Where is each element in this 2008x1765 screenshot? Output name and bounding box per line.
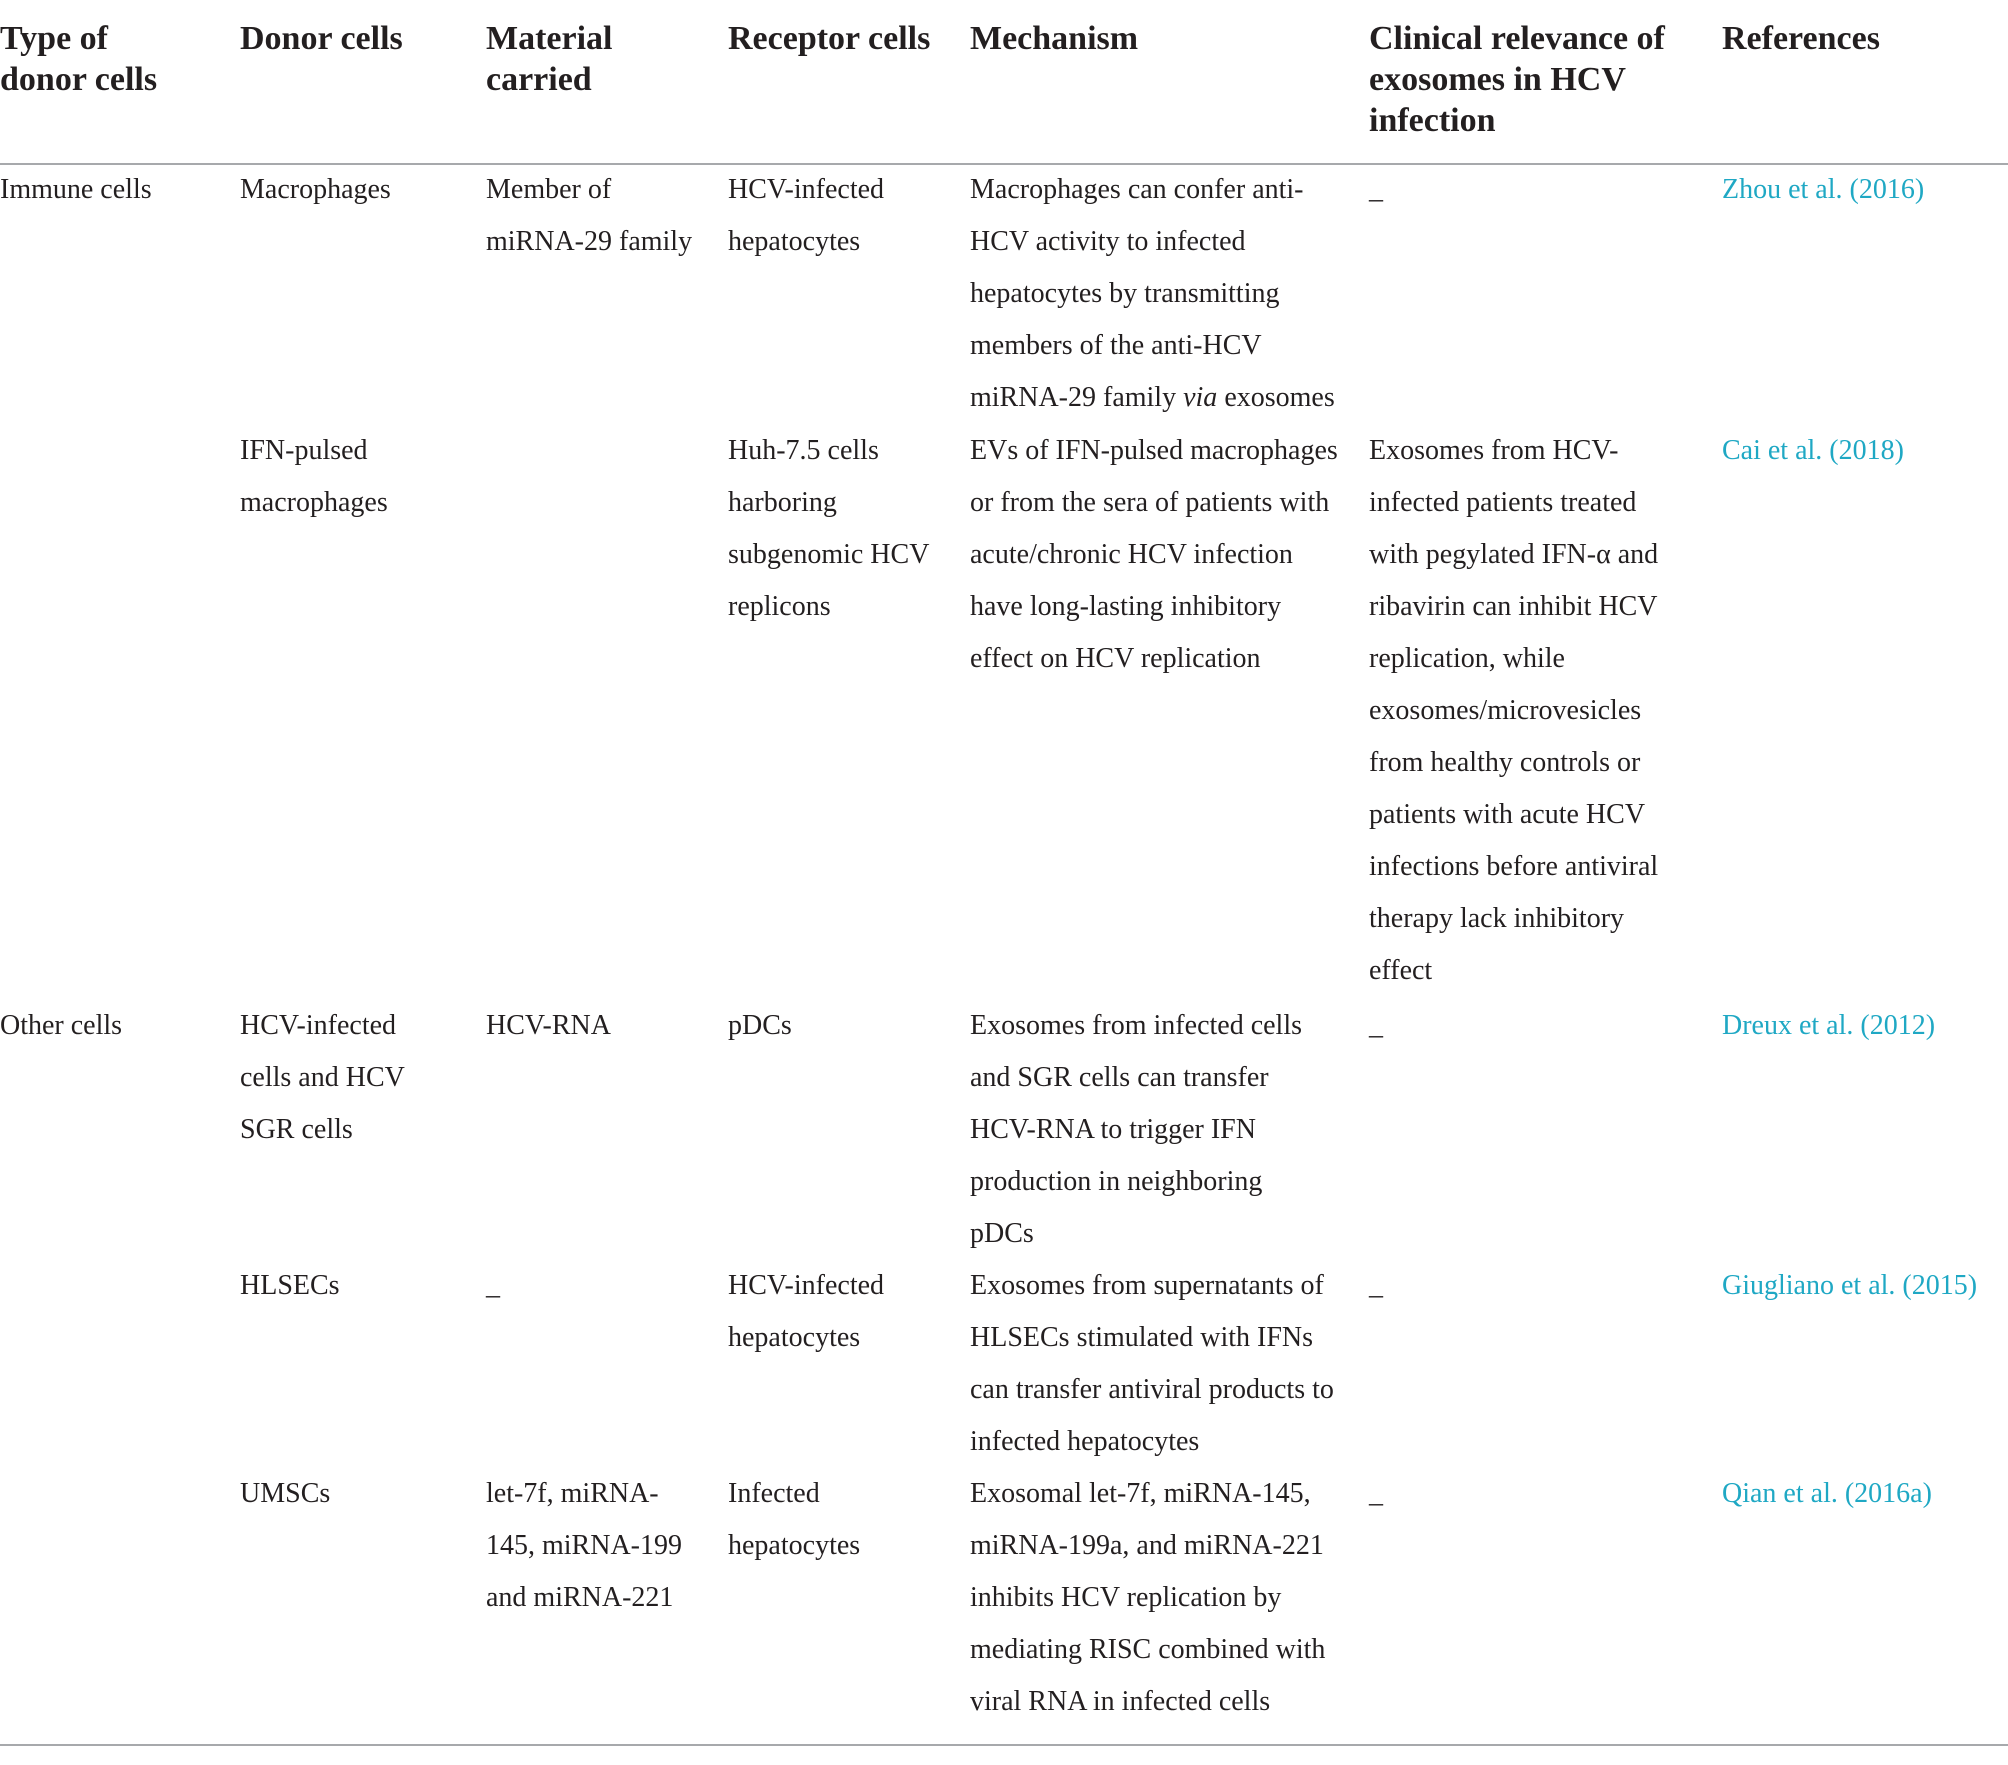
reference-link[interactable]: Cai et al. (2018) <box>1722 435 1904 466</box>
cell-receptor: pDCs <box>728 1010 792 1041</box>
reference-link[interactable]: Qian et al. (2016a) <box>1722 1478 1932 1509</box>
header-mechanism: Mechanism <box>970 20 1139 57</box>
cell-receptor: Huh-7.5 cells harboring subgenomic HCV replicons <box>728 435 929 622</box>
cell-type: Immune cells <box>0 174 152 205</box>
header-donor: Donor cells <box>240 20 403 57</box>
cell-mechanism: Exosomes from infected cells and SGR cells can transfer HCV-RNA to trigger IFN production in neighboring pDCs <box>970 1010 1303 1249</box>
mechanism-text: Macrophages can confer anti-HCV activity to infected hepatocytes by transmitting members of the anti-HCV miRNA-29 family <box>970 174 1304 413</box>
mechanism-italic: via <box>1183 382 1218 413</box>
cell-donor: IFN-pulsed macrophages <box>240 435 388 518</box>
cell-donor: HCV-infected cells and HCV SGR cells <box>240 1010 405 1145</box>
cell-donor: HLSECs <box>240 1270 340 1301</box>
cell-clinical: _ <box>1369 1270 1383 1301</box>
cell-clinical: _ <box>1369 1478 1383 1509</box>
cell-material: Member of miRNA-29 family <box>486 174 693 257</box>
cell-donor: UMSCs <box>240 1478 331 1509</box>
cell-donor: Macrophages <box>240 174 391 205</box>
cell-mechanism: EVs of IFN-pulsed macrophages or from the sera of patients with acute/chronic HCV infection have long-lasting inhibitory effect on HCV replication <box>970 435 1338 674</box>
cell-material: _ <box>486 1270 500 1301</box>
reference-link[interactable]: Dreux et al. (2012) <box>1722 1010 1936 1041</box>
reference-link[interactable]: Giugliano et al. (2015) <box>1722 1270 1978 1301</box>
cell-receptor: Infected hepatocytes <box>728 1478 861 1561</box>
reference-link[interactable]: Zhou et al. (2016) <box>1722 174 1925 205</box>
cell-clinical: _ <box>1369 1010 1383 1041</box>
cell-clinical: _ <box>1369 174 1383 205</box>
mechanism-text-end: exosomes <box>1217 382 1335 413</box>
cell-material: let-7f, miRNA-145, miRNA-199 and miRNA-221 <box>486 1478 682 1613</box>
header-type: Type of donor cells <box>0 20 158 98</box>
cell-mechanism: Exosomal let-7f, miRNA-145, miRNA-199a, and miRNA-221 inhibits HCV replication by mediating RISC combined with viral RNA in infected cells <box>970 1478 1326 1717</box>
cell-clinical: Exosomes from HCV-infected patients treated with pegylated IFN-α and ribavirin can inhibit HCV replication, while exosomes/microvesicles from healthy controls or patients with acute HCV infections before antiviral therapy lack inhibitory effect <box>1369 435 1659 986</box>
cell-type: Other cells <box>0 1010 123 1041</box>
cell-mechanism: Exosomes from supernatants of HLSECs stimulated with IFNs can transfer antiviral products to infected hepatocytes <box>970 1270 1334 1457</box>
table-header <box>0 0 2008 165</box>
cell-receptor: HCV-infected hepatocytes <box>728 1270 885 1353</box>
header-references: References <box>1722 20 1880 57</box>
cell-material: HCV-RNA <box>486 1010 611 1041</box>
cell-mechanism <box>970 164 1350 424</box>
header-material: Material carried <box>486 20 613 98</box>
header-clinical: Clinical relevance of exosomes in HCV infection <box>1369 20 1665 139</box>
header-receptor: Receptor cells <box>728 20 931 57</box>
bottom-rule <box>0 1744 2008 1746</box>
cell-receptor: HCV-infected hepatocytes <box>728 174 885 257</box>
